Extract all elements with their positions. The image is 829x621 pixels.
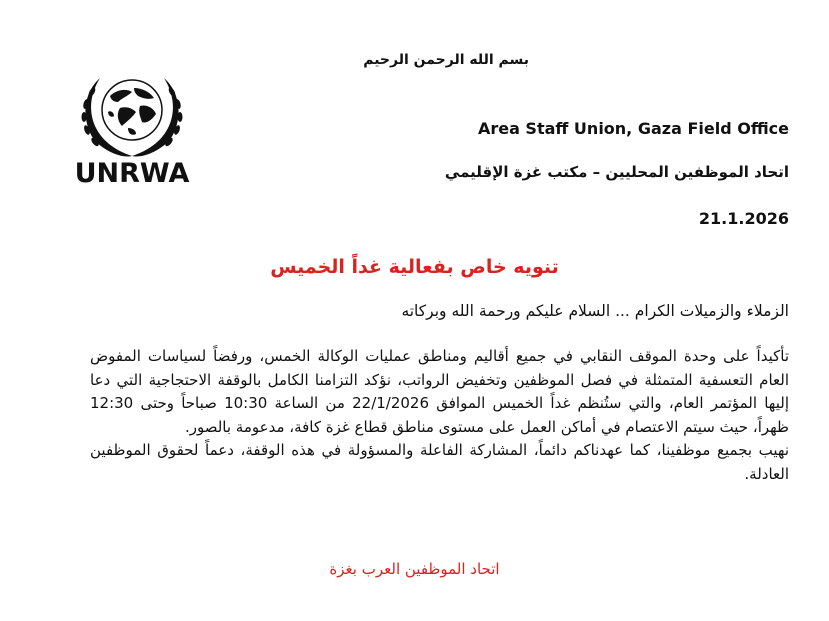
un-emblem-icon	[70, 66, 194, 158]
signature: اتحاد الموظفين العرب بغزة	[329, 560, 500, 578]
body-paragraph-2: نهيب بجميع موظفينا، كما عهدناكم دائماً، المشاركة الفاعلة والمسؤولة في هذه الوقفة، دعماً لحقوق الموظفين العادلة.	[90, 441, 789, 483]
notice-body	[90, 345, 789, 486]
notice-title: تنويه خاص بفعالية غداً الخميس	[270, 256, 559, 278]
org-name-english: Area Staff Union, Gaza Field Office	[477, 119, 789, 138]
greeting-line: الزملاء والزميلات الكرام ... السلام عليكم ورحمة الله وبركاته	[401, 302, 789, 320]
org-name-arabic: اتحاد الموظفين المحليين – مكتب غزة الإقليمي	[444, 163, 789, 181]
basmala: بسم الله الرحمن الرحيم	[363, 52, 529, 68]
body-paragraph-1: تأكيداً على وحدة الموقف النقابي في جميع أقاليم ومناطق عمليات الوكالة الخمس، ورفضاً لسياسات المفوض العام التعسفية المتمثلة في فصل الموظفين وتخفيض الرواتب، نؤكد التزامنا الكامل بالوقفة الاحتجاجية التي دعا إليها المؤتمر العام، والتي ستُنظم غداً الخميس الموافق 22/1/2026 من الساعة 10:30 صباحاً وحتى 12:30 ظهراً، حيث سيتم الاعتصام في أماكن العمل على مستوى مناطق قطاع غزة كافة، مدعومة بالصور.	[90, 347, 789, 436]
unrwa-logo	[70, 66, 194, 189]
document-date: 21.1.2026	[698, 209, 789, 228]
logo-wordmark: UNRWA	[74, 158, 190, 189]
